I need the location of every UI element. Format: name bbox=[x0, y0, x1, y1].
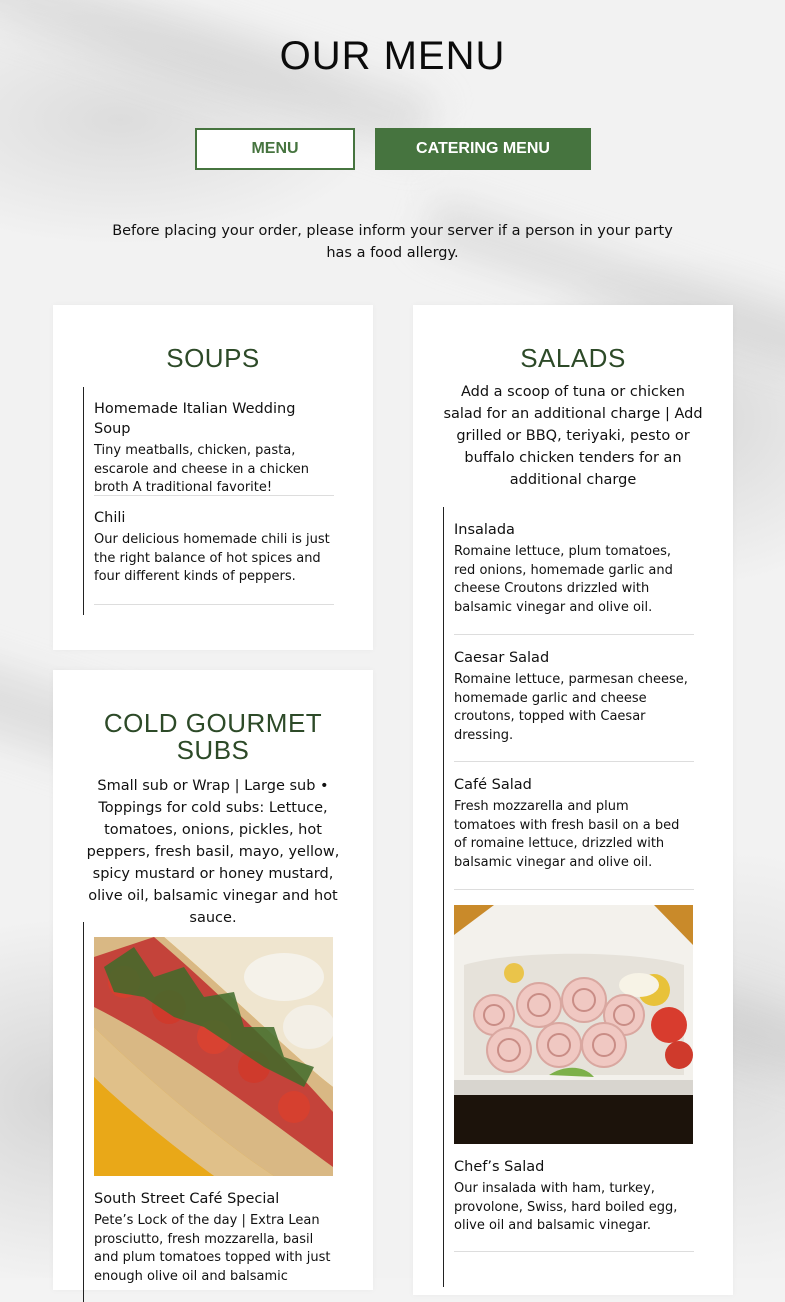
page-title: OUR MENU bbox=[279, 34, 506, 78]
salads-card bbox=[413, 305, 733, 1295]
item-description: Our delicious homemade chili is just the right balance of hot spices and four different kinds of peppers. bbox=[94, 532, 330, 585]
item-name: South Street Café Special bbox=[94, 1191, 280, 1207]
divider bbox=[454, 634, 694, 635]
item-description: Romaine lettuce, plum tomatoes, red onions, homemade garlic and cheese Croutons drizzled with balsamic vinegar and olive oil. bbox=[454, 544, 673, 616]
catering-menu-button[interactable]: CATERING MENU bbox=[375, 128, 591, 170]
divider bbox=[454, 1251, 694, 1252]
item-description: Romaine lettuce, parmesan cheese, homemade garlic and cheese croutons, topped with Caesar dressing. bbox=[454, 672, 688, 744]
list-item bbox=[454, 1157, 694, 1236]
item-name: Insalada bbox=[454, 522, 515, 538]
soups-card bbox=[53, 305, 373, 650]
sub-sandwich-photo bbox=[94, 937, 333, 1176]
item-description: Pete’s Lock of the day | Extra Lean prosciutto, fresh mozzarella, basil and plum tomatoes topped with just enough olive oil and balsamic bbox=[94, 1213, 331, 1285]
list-item bbox=[94, 1189, 334, 1287]
list-item bbox=[94, 399, 334, 498]
divider bbox=[94, 604, 334, 605]
item-name: Caesar Salad bbox=[454, 650, 550, 666]
list-item bbox=[94, 508, 334, 587]
item-description: Our insalada with ham, turkey, provolone, Swiss, hard boiled egg, olive oil and balsamic vinegar. bbox=[454, 1181, 678, 1234]
subs-description: Small sub or Wrap | Large sub • Toppings for cold subs: Lettuce, tomatoes, onions, pickles, hot peppers, fresh basil, mayo, yellow, spicy mustard or honey mustard, olive oil, balsamic vinegar and hot sauce. bbox=[86, 778, 340, 926]
menu-button[interactable]: MENU bbox=[195, 128, 355, 170]
salads-title: SALADS bbox=[520, 343, 626, 373]
item-name: Chef’s Salad bbox=[454, 1159, 545, 1175]
subs-card bbox=[53, 670, 373, 1290]
item-name: Café Salad bbox=[454, 777, 532, 793]
item-name: Homemade Italian Wedding Soup bbox=[94, 401, 296, 437]
list-item bbox=[454, 775, 694, 873]
allergy-notice: Before placing your order, please inform your server if a person in your party has a food allergy. bbox=[112, 223, 673, 261]
soups-list bbox=[83, 387, 330, 615]
item-description: Tiny meatballs, chicken, pasta, escarole and cheese in a chicken broth A traditional favorite! bbox=[94, 443, 310, 496]
item-name: Chili bbox=[94, 510, 126, 526]
divider bbox=[454, 889, 694, 890]
soups-title: SOUPS bbox=[166, 343, 260, 373]
subs-title: COLD GOURMET SUBS bbox=[103, 708, 323, 765]
list-item bbox=[454, 520, 694, 618]
salads-description: Add a scoop of tuna or chicken salad for an additional charge | Add grilled or BBQ, teriyaki, pesto or buffalo chicken tenders for an additional charge bbox=[443, 384, 703, 488]
salads-list bbox=[443, 507, 688, 1287]
divider bbox=[94, 495, 334, 496]
divider bbox=[454, 761, 694, 762]
subs-list bbox=[83, 922, 331, 1302]
chefs-salad-photo bbox=[454, 905, 693, 1144]
item-description: Fresh mozzarella and plum tomatoes with fresh basil on a bed of romaine lettuce, drizzled with balsamic vinegar and olive oil. bbox=[454, 799, 680, 871]
list-item bbox=[454, 648, 694, 746]
